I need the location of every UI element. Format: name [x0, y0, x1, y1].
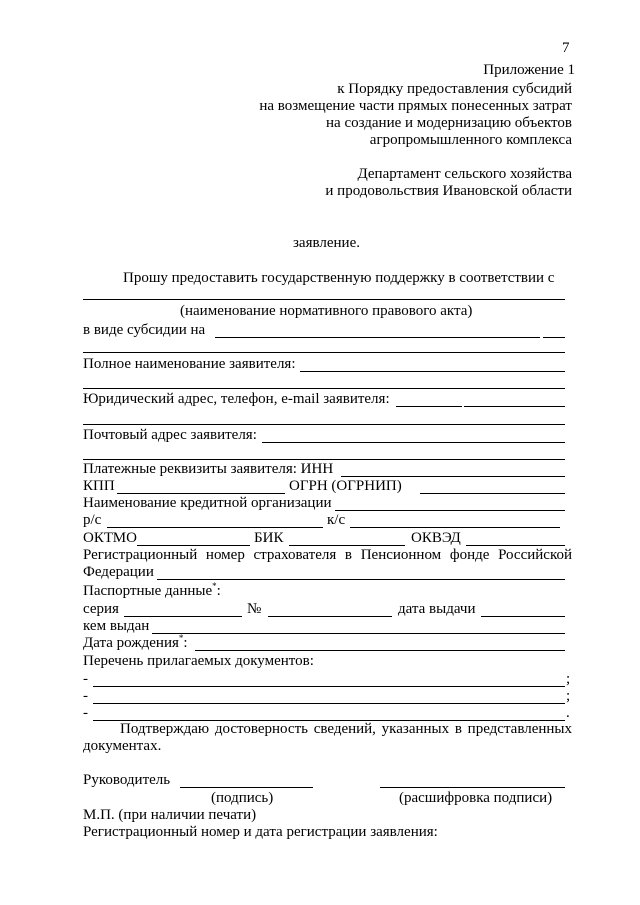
issue-date-line[interactable] — [481, 616, 565, 617]
subsidy-label: в виде субсидии на — [83, 322, 206, 338]
ogrn-line[interactable] — [420, 493, 565, 494]
doc-item-end: . — [566, 705, 570, 721]
okved-line[interactable] — [466, 545, 565, 546]
subsidy-line[interactable] — [215, 337, 540, 338]
full-name-label: Полное наименование заявителя: — [83, 356, 296, 372]
full-name-line[interactable] — [300, 371, 565, 372]
passport-colon: : — [216, 583, 221, 599]
page-number: 7 — [562, 40, 570, 56]
issue-date-label: дата выдачи — [398, 601, 476, 617]
pension-reg-label: Регистрационный номер страхователя в Пенсионном фонде Российской — [83, 547, 572, 563]
rs-label: р/с — [83, 512, 102, 528]
subsidy-line-tail[interactable] — [543, 337, 565, 338]
act-name-caption: (наименование нормативного правового акта) — [180, 303, 473, 319]
appendix-line: на возмещение части прямых понесенных затрат — [259, 98, 572, 114]
signature-line[interactable] — [180, 787, 313, 788]
addressee-line: Департамент сельского хозяйства — [357, 166, 572, 182]
decode-caption: (расшифровка подписи) — [399, 790, 553, 806]
doc-item-dash: - — [83, 671, 88, 687]
postal-address-line[interactable] — [262, 442, 565, 443]
birth-date-line[interactable] — [195, 650, 565, 651]
birth-date-label — [83, 635, 188, 652]
ks-line[interactable] — [350, 527, 560, 528]
bank-name-line[interactable] — [335, 510, 565, 511]
full-name-line-2[interactable] — [83, 388, 565, 389]
number-label: № — [247, 601, 262, 617]
doc-item-line[interactable] — [93, 686, 565, 687]
number-line[interactable] — [268, 616, 392, 617]
passport-footnote-mark: * — [212, 581, 217, 591]
legal-address-line[interactable] — [396, 406, 462, 407]
reg-number-label: Регистрационный номер и дата регистрации заявления: — [83, 824, 438, 840]
head-label: Руководитель — [83, 772, 171, 788]
pension-reg-line[interactable] — [157, 579, 565, 580]
birth-date-colon: : — [183, 635, 188, 651]
signature-caption: (подпись) — [211, 790, 274, 806]
passport-label — [83, 583, 221, 600]
act-name-line[interactable] — [83, 299, 565, 300]
postal-address-line-2[interactable] — [83, 459, 565, 460]
doc-item-dash: - — [83, 688, 88, 704]
issued-by-line[interactable] — [152, 633, 565, 634]
doc-item-end: ; — [566, 688, 571, 704]
document-title: заявление. — [293, 235, 360, 251]
doc-item-end: ; — [566, 671, 571, 687]
series-label: серия — [83, 601, 119, 617]
addressee-line: и продовольствия Ивановской области — [325, 183, 572, 199]
bik-label: БИК — [254, 530, 284, 546]
confirm-line-1: Подтверждаю достоверность сведений, указанных в представленных — [120, 721, 572, 737]
signature-decode-line[interactable] — [380, 787, 565, 788]
oktmo-label: ОКТМО — [83, 530, 137, 546]
legal-address-line-b[interactable] — [464, 406, 565, 407]
legal-address-label: Юридический адрес, телефон, e-mail заявителя: — [83, 391, 390, 407]
bank-name-label: Наименование кредитной организации — [83, 495, 332, 511]
pension-reg-label-2: Федерации — [83, 564, 154, 580]
birth-date-footnote-mark: * — [178, 633, 184, 643]
postal-address-label: Почтовый адрес заявителя: — [83, 427, 257, 443]
subsidy-line-2[interactable] — [83, 352, 565, 353]
appendix-line: к Порядку предоставления субсидий — [337, 81, 572, 97]
series-line[interactable] — [124, 616, 242, 617]
inn-line[interactable] — [341, 476, 565, 477]
stamp-label: М.П. (при наличии печати) — [83, 807, 257, 823]
ogrn-label: ОГРН (ОГРНИП) — [289, 478, 402, 494]
confirm-line-2: документах. — [83, 738, 162, 754]
legal-address-line-2[interactable] — [83, 424, 565, 425]
request-intro: Прошу предоставить государственную поддержку в соответствии с — [123, 270, 555, 286]
rs-line[interactable] — [107, 527, 323, 528]
issued-by-label: кем выдан — [83, 618, 150, 634]
doc-item-dash: - — [83, 705, 88, 721]
inn-label: Платежные реквизиты заявителя: ИНН — [83, 461, 334, 477]
appendix-line: агропромышленного комплекса — [369, 132, 572, 148]
kpp-label: КПП — [83, 478, 115, 494]
appendix-line: на создание и модернизацию объектов — [326, 115, 572, 131]
okved-label: ОКВЭД — [411, 530, 461, 546]
birth-date-label-text: Дата рождения — [83, 635, 179, 651]
oktmo-line[interactable] — [137, 545, 250, 546]
passport-label-text: Паспортные данные — [83, 583, 213, 599]
appendix-line: Приложение 1 — [483, 62, 575, 78]
docs-list-label: Перечень прилагаемых документов: — [83, 653, 314, 669]
ks-label: к/с — [327, 512, 346, 528]
bik-line[interactable] — [289, 545, 405, 546]
doc-item-line[interactable] — [93, 703, 565, 704]
kpp-line[interactable] — [117, 493, 285, 494]
